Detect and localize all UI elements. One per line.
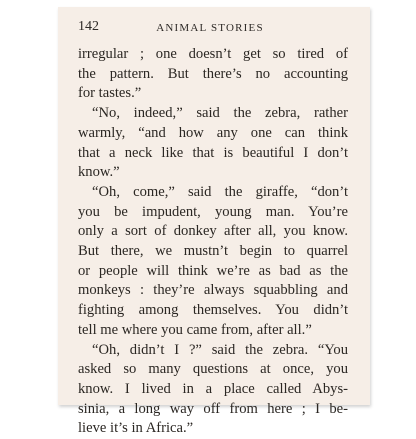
- text-line: the pattern. But there’s no accounting: [78, 65, 348, 82]
- text-line: monkeys : they’re always squabbling and: [78, 282, 348, 299]
- page-number: 142: [78, 19, 99, 34]
- text-line: for tastes.”: [78, 85, 142, 102]
- text-line: asked so many questions at once, you: [78, 361, 348, 378]
- text-line: warmly, “and how any one can think: [78, 124, 348, 141]
- text-line: “Oh, didn’t I ?” said the zebra. “You: [92, 341, 348, 358]
- text-line: But there, we mustn’t begin to quarrel: [78, 243, 348, 260]
- running-head: ANIMAL STORIES: [156, 22, 264, 34]
- text-line: only a sort of donkey after all, you know.: [78, 223, 348, 240]
- text-line: “Oh, come,” said the giraffe, “don’t: [92, 183, 348, 200]
- text-line: know. I lived in a place called Abys-: [78, 380, 348, 397]
- text-line: that a neck like that is beautiful I don’t: [78, 144, 348, 161]
- page-header: [78, 19, 342, 35]
- text-line: tell me where you came from, after all.”: [78, 321, 312, 338]
- text-line: fighting among themselves. You didn’t: [78, 302, 348, 319]
- body-text: [78, 45, 348, 439]
- text-line: or people will think we’re as bad as the: [78, 262, 348, 279]
- text-line: “No, indeed,” said the zebra, rather: [92, 105, 348, 122]
- text-line: you be impudent, young man. You’re: [78, 203, 348, 220]
- text-line: irregular ; one doesn’t get so tired of: [78, 46, 348, 62]
- text-line: know.”: [78, 164, 120, 181]
- text-line: sinia, a long way off from here ; I be-: [78, 400, 348, 417]
- book-page: [58, 7, 370, 437]
- text-line: lieve it’s in Africa.”: [78, 420, 194, 437]
